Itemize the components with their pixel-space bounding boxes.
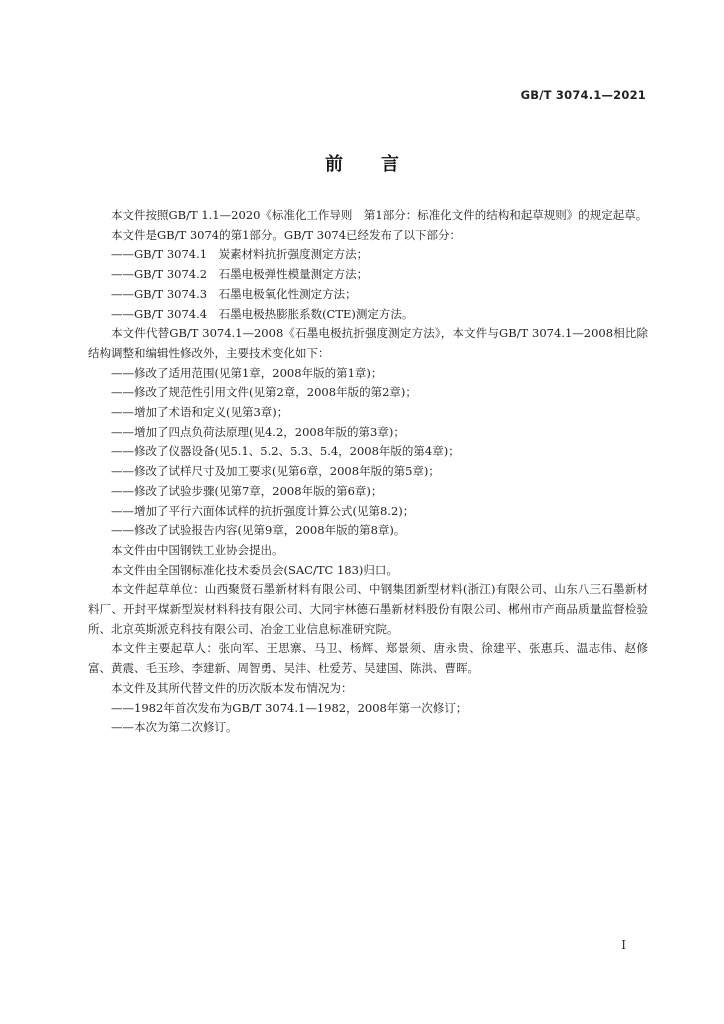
change-list-item: ——修改了适用范围(见第1章，2008年版的第1章)； (111, 365, 383, 380)
part-list-item: ——GB/T 3074.1 炭素材料抗折强度测定方法； (111, 247, 369, 262)
page-title: 前言 (325, 154, 437, 175)
change-list-item: ——修改了规范性引用文件(见第2章，2008年版的第2章)； (111, 385, 417, 400)
replacement-paragraph: 本文件代替GB/T 3074.1—2008《石墨电极抗折强度测定方法》，本文件与GB/T 3074.1—2008相比除结构调整和编辑性修改外，主要技术变化如下： (88, 326, 648, 360)
history-list-item: ——本次为第二次修订。 (111, 720, 238, 735)
change-list-item: ——增加了平行六面体试样的抗折强度计算公式(见第8.2)； (111, 503, 415, 518)
part-list-item: ——GB/T 3074.2 石墨电极弹性模量测定方法； (111, 267, 369, 282)
change-list-item: ——修改了试验步骤(见第7章，2008年版的第6章)； (111, 483, 383, 498)
change-list-item: ——增加了术语和定义(见第3章)； (111, 405, 289, 420)
history-intro-paragraph: 本文件及其所代替文件的历次版本发布情况为： (111, 680, 353, 695)
history-list-item: ——1982年首次发布为GB/T 3074.1—1982，2008年第一次修订； (111, 700, 468, 715)
change-list-item: ——修改了仪器设备(见5.1、5.2、5.3、5.4，2008年版的第4章)； (111, 444, 460, 459)
change-list-item: ——修改了试样尺寸及加工要求(见第6章，2008年版的第5章)； (111, 464, 440, 479)
drafters-paragraph: 本文件主要起草人：张向军、王思寨、马卫、杨辉、郑景须、唐永贵、徐建平、张惠兵、温志伟、赵修富、黄震、毛玉珍、李建新、周智勇、吴沣、杜爱芳、吴建国、陈洪、曹晖。 (88, 641, 648, 676)
change-list-item: ——增加了四点负荷法原理(见4.2，2008年版的第3章)； (111, 424, 405, 439)
part-list-item: ——GB/T 3074.3 石墨电极氧化性测定方法； (111, 286, 357, 301)
proposer-paragraph: 本文件由中国钢铁工业协会提出。 (111, 542, 284, 557)
standard-number: GB/T 3074.1—2021 (520, 88, 646, 102)
series-intro-paragraph: 本文件是GB/T 3074的第1部分。GB/T 3074已经发布了以下部分： (111, 227, 462, 242)
page-number: I (621, 938, 626, 952)
part-list-item: ——GB/T 3074.4 石墨电极热膨胀系数(CTE)测定方法。 (111, 306, 414, 321)
administrator-paragraph: 本文件由全国钢标准化技术委员会(SAC/TC 183)归口。 (111, 562, 398, 577)
drafting-basis-paragraph: 本文件按照GB/T 1.1—2020《标准化工作导则 第1部分：标准化文件的结构和起草规则》的规定起草。 (111, 208, 648, 222)
document-body (88, 206, 648, 738)
drafting-units-paragraph: 本文件起草单位：山西聚贤石墨新材料有限公司、中钢集团新型材料(浙江)有限公司、山东八三石墨新材料厂、开封平煤新型炭材料科技有限公司、大同宇林德石墨新材料股份有限公司、郴州市产商品质量监督检验所、北京英斯派克科技有限公司、冶金工业信息标准研究院。 (88, 582, 648, 636)
change-list-item: ——修改了试验报告内容(见第9章，2008年版的第8章)。 (111, 523, 406, 538)
